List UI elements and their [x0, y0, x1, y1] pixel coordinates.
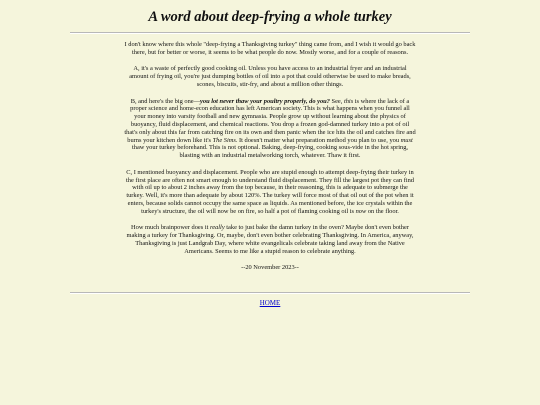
- page-title: A word about deep-frying a whole turkey: [148, 9, 392, 25]
- the-sims-title: The Sims: [212, 136, 236, 144]
- paragraph-conclusion: How much brainpower does it really take to just bake the damn turkey in the oven? Maybe don't even bother making a turkey for Thanksgiving. Or, maybe, don't even bother celebrating Thanksgiving. In America, anyway, Thanksgiving is just Landgrab Day, where white evangelicals celebrate taking land away from the Native Americans. Seems to me like a stupid reason to celebrate anything.: [126, 224, 414, 255]
- paragraph-c: C, I mentioned buoyancy and displacement. People who are stupid enough to attempt deep-frying their turkey in the first place are often not smart enough to understand fluid displacement. They fill the largest pot they can find with oil up to about 2 inches away from the top because, in their reasoning, this is adequate to submerge the turkey. Well, it's more than adequate by about 120%. The turkey will force most of that oil out of the pot when it enters, because solids cannot occupy the same space as liquids. As mentioned before, the ice crystals within the turkey's structure, the oil will now be on fire, so half a pot of flaming cooking oil is now on the floor.: [126, 168, 414, 215]
- emphasis-thaw-question: you lot never thaw your poultry properly, do you?: [200, 97, 330, 105]
- top-divider: [70, 32, 470, 34]
- home-link[interactable]: HOME: [259, 299, 281, 307]
- date-signature: --20 November 2023--: [241, 264, 299, 272]
- paragraph-intro: I don't know where this whole "deep-frying a Thanksgiving turkey" thing came from, and I wish it would go back there, but for better or worse, it seems to be what people do now. Mostly worse, and for a couple of reasons.: [124, 41, 416, 56]
- home-nav: [0, 299, 540, 307]
- article-body: [124, 41, 416, 281]
- paragraph-a: A, it's a waste of perfectly good cooking oil. Unless you have access to an industrial fryer and an industrial amount of frying oil, you're just dumping bottles of oil into a pot that could otherwise be used to make breads, scones, biscuits, stir-fry, and about a million other things.: [129, 65, 411, 88]
- bottom-divider: [70, 292, 470, 294]
- paragraph-b: B, and here's the big one—you lot never thaw your poultry properly, do you? See, this is where the lack of a proper science and home-econ education has left American society. This is what happens when you funnel all your money into varsity football and new gymnasia. People grow up without learning about the physics of buoyancy, fluid displacement, and chemical reactions. You drop a frozen god-damned turkey into a pot of oil that's only about this far from catching fire on its own and then panic when the ice hits the oil and catches fire and burns your kitchen down like it's The Sims. It doesn't matter what preparation method you plan to use, you must thaw your turkey beforehand. This is not optional. Baking, deep-frying, cooking sous-vide in the hot spring, blasting with an industrial metalworking torch, whatever. Thaw it first.: [124, 97, 416, 160]
